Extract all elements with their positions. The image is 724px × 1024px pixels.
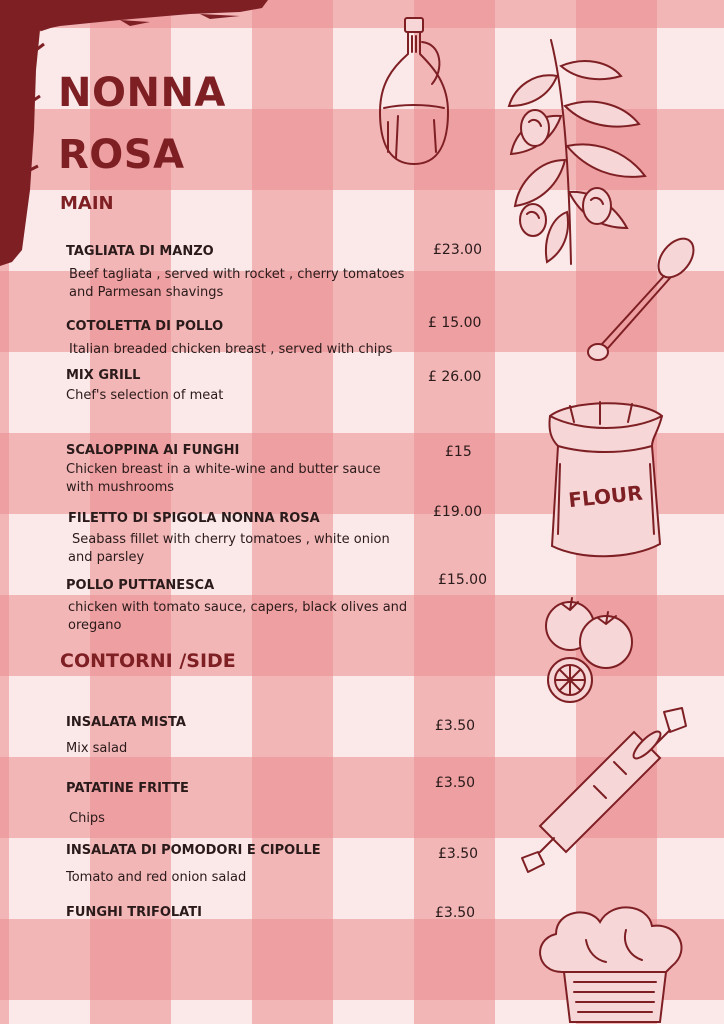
menu-item-description: Italian breaded chicken breast , served with chips — [69, 342, 393, 357]
menu-item-name: SCALOPPINA AI FUNGHI — [66, 443, 240, 458]
menu-item-price: £3.50 — [435, 905, 476, 921]
menu-item-name: INSALATA MISTA — [66, 715, 186, 730]
menu-item-name: PATATINE FRITTE — [66, 781, 189, 796]
menu-item-price: £15 — [445, 444, 472, 460]
menu-item-price: £23.00 — [433, 242, 482, 258]
menu-item-price: £3.50 — [438, 846, 479, 862]
menu-item-price: £3.50 — [435, 718, 476, 734]
menu-item-description: Beef tagliata , served with rocket , cherry tomatoes and Parmesan shavings — [69, 267, 405, 300]
tomatoes-icon — [540, 592, 640, 704]
menu-item-description: Chips — [69, 811, 105, 826]
menu-item-name: INSALATA DI POMODORI E CIPOLLE — [66, 843, 321, 858]
menu-item-description: Seabass fillet with cherry tomatoes , white onion and parsley — [68, 532, 390, 565]
menu-item-price: £15.00 — [438, 572, 487, 588]
flour-sack-icon — [540, 394, 670, 562]
menu-item-price: £3.50 — [435, 775, 476, 791]
menu-item-price: £19.00 — [433, 504, 482, 520]
menu-item-price: £ 26.00 — [428, 369, 482, 385]
section-title-main: MAIN — [60, 193, 114, 214]
menu-item-description: Chef's selection of meat — [66, 388, 224, 403]
restaurant-name-line2: ROSA — [58, 132, 185, 178]
restaurant-name — [58, 62, 226, 186]
chef-hat-icon — [526, 900, 696, 1024]
menu-item-name: MIX GRILL — [66, 368, 141, 383]
menu-item-description: chicken with tomato sauce, capers, black olives and oregano — [68, 600, 408, 633]
menu-item-name: COTOLETTA DI POLLO — [66, 319, 224, 334]
rolling-pin-icon — [514, 702, 690, 878]
menu-item-name: TAGLIATA DI MANZO — [66, 244, 214, 259]
spoon-icon — [580, 234, 700, 370]
menu-item-description: Tomato and red onion salad — [66, 870, 247, 885]
menu-item-name: FUNGHI TRIFOLATI — [66, 905, 202, 920]
restaurant-name-line1: NONNA — [58, 70, 226, 116]
menu-item-description: Chicken breast in a white-wine and butter sauce with mushrooms — [66, 462, 381, 495]
menu-item-name: POLLO PUTTANESCA — [66, 578, 215, 593]
menu-item-name: FILETTO DI SPIGOLA NONNA ROSA — [68, 511, 320, 526]
flour-sack-label: FLOUR — [567, 480, 644, 513]
menu-item-description: Mix salad — [66, 741, 128, 756]
menu-item-price: £ 15.00 — [428, 315, 482, 331]
section-title-sides: CONTORNI /SIDE — [60, 650, 236, 672]
olive-oil-bottle-icon — [372, 12, 452, 172]
